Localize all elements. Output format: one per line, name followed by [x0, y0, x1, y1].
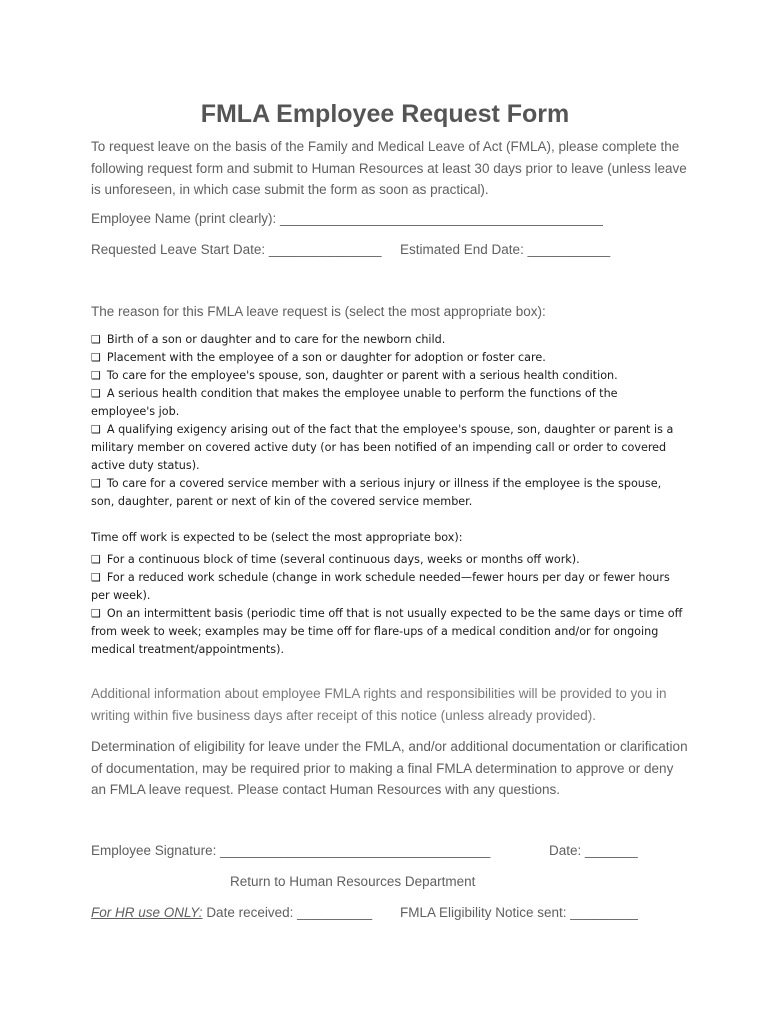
timeoff-label: On an intermittent basis (periodic time off that is not usually expected to be the same days or time off from week to week; examples may be time off for flare-ups of a medical condition and/or for ongoing medical treatment/appointments). — [91, 607, 683, 656]
reason-label: To care for a covered service member with a serious injury or illness if the employee is the spouse, son, daughter, parent or next of kin of the covered service member. — [91, 477, 662, 508]
checkbox-icon[interactable]: ❑ — [91, 387, 101, 400]
reason-label: A qualifying exigency arising out of the fact that the employee's spouse, son, daughter or parent is a military member on covered active duty (or has been notified of an impending call or order to covered active duty status). — [91, 423, 674, 472]
list-item — [91, 331, 683, 349]
reason-label: To care for the employee's spouse, son, daughter or parent with a serious health condition. — [106, 369, 618, 382]
hr-use-label: For HR use ONLY: — [91, 905, 203, 920]
checkbox-icon[interactable]: ❑ — [91, 423, 101, 436]
list-item — [91, 475, 683, 511]
list-item — [91, 367, 683, 385]
reason-list — [91, 331, 683, 511]
page-title: FMLA Employee Request Form — [200, 100, 570, 128]
leave-end-date-field[interactable]: Estimated End Date: ___________ — [400, 242, 611, 257]
timeoff-label: For a reduced work schedule (change in work schedule needed—fewer hours per day or fewer hours per week). — [91, 571, 670, 602]
return-to-hr-text: Return to Human Resources Department — [230, 874, 476, 889]
intro-paragraph: To request leave on the basis of the Family and Medical Leave of Act (FMLA), please complete the following request form and submit to Human Resources at least 30 days prior to leave (unless leave is unforeseen, in which case submit the form as soon as practical). — [91, 139, 687, 197]
checkbox-icon[interactable]: ❑ — [91, 333, 101, 346]
hr-use-row — [91, 905, 372, 920]
checkbox-icon[interactable]: ❑ — [91, 607, 101, 620]
employee-signature-field[interactable]: Employee Signature: ____________________________________ — [91, 843, 491, 858]
eligibility-notice-field[interactable]: FMLA Eligibility Notice sent: _________ — [400, 905, 638, 920]
list-item — [91, 349, 683, 367]
employee-name-field[interactable]: Employee Name (print clearly): ___________________________________________ — [91, 211, 603, 226]
timeoff-label: For a continuous block of time (several continuous days, weeks or months off work). — [106, 553, 580, 566]
date-received-field[interactable]: Date received: __________ — [206, 905, 373, 920]
list-item — [91, 385, 683, 421]
additional-info-paragraph: Additional information about employee FMLA rights and responsibilities will be provided to you in writing within five business days after receipt of this notice (unless already provided). — [91, 686, 667, 723]
list-item — [91, 421, 683, 475]
timeoff-list — [91, 551, 683, 659]
reason-label: Placement with the employee of a son or daughter for adoption or foster care. — [106, 351, 546, 364]
checkbox-icon[interactable]: ❑ — [91, 477, 101, 490]
reason-label: A serious health condition that makes the employee unable to perform the functions of the employee's job. — [91, 387, 618, 418]
list-item — [91, 605, 683, 659]
reason-prompt: The reason for this FMLA leave request is (select the most appropriate box): — [91, 304, 546, 319]
leave-start-date-field[interactable]: Requested Leave Start Date: _______________ — [91, 242, 382, 257]
checkbox-icon[interactable]: ❑ — [91, 351, 101, 364]
list-item — [91, 569, 683, 605]
list-item — [91, 551, 683, 569]
checkbox-icon[interactable]: ❑ — [91, 571, 101, 584]
signature-date-field[interactable]: Date: _______ — [549, 843, 638, 858]
reason-label: Birth of a son or daughter and to care for the newborn child. — [106, 333, 446, 346]
checkbox-icon[interactable]: ❑ — [91, 553, 101, 566]
checkbox-icon[interactable]: ❑ — [91, 369, 101, 382]
timeoff-prompt: Time off work is expected to be (select the most appropriate box): — [91, 531, 463, 544]
determination-paragraph: Determination of eligibility for leave under the FMLA, and/or additional documentation or clarification of documentation, may be required prior to making a final FMLA determination to approve or deny an FMLA leave request. Please contact Human Resources with any questions. — [91, 739, 688, 797]
